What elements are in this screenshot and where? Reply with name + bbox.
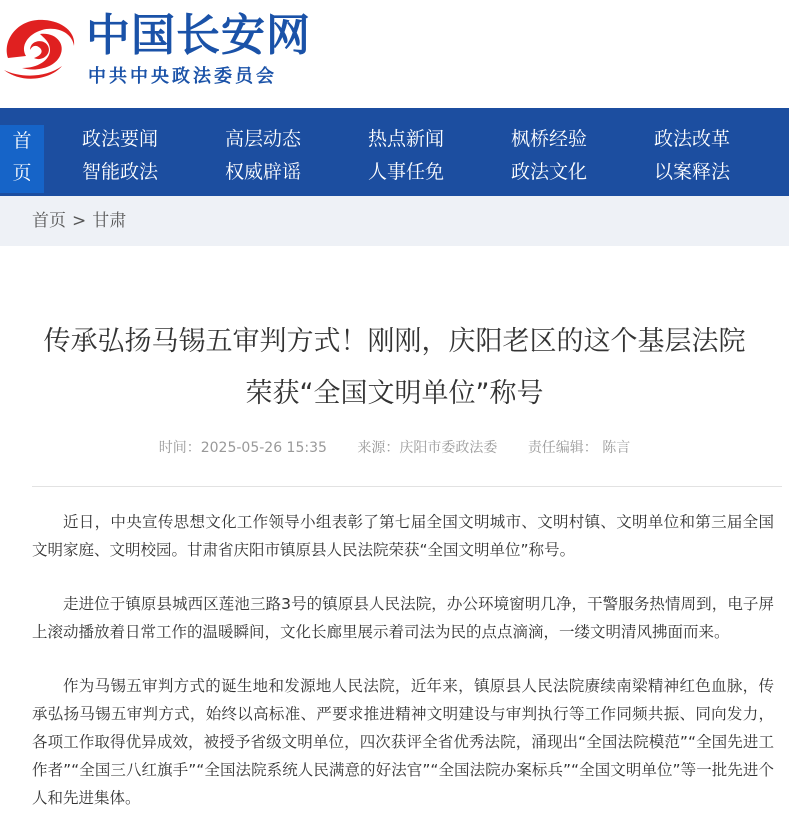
breadcrumb bbox=[32, 209, 126, 233]
article-title-line1: 传承弘扬马锡五审判方式！刚刚，庆阳老区的这个基层法院 bbox=[43, 326, 746, 357]
article-title bbox=[20, 316, 769, 420]
nav-item-law-culture[interactable]: 政法文化 bbox=[511, 161, 588, 183]
breadcrumb-home-link[interactable]: 首页 bbox=[32, 211, 66, 231]
site-header bbox=[0, 0, 789, 108]
breadcrumb-separator: > bbox=[72, 211, 87, 231]
nav-item-politics-news[interactable]: 政法要闻 bbox=[82, 128, 159, 150]
nav-item-personnel[interactable]: 人事任免 bbox=[368, 161, 445, 183]
nav-item-rumor-refute[interactable]: 权威辟谣 bbox=[225, 161, 302, 183]
publish-time: 时间：2025-05-26 15:35 bbox=[158, 440, 327, 456]
article-editor: 责任编辑： 陈言 bbox=[527, 440, 631, 456]
site-subtitle: 中共中央政法委员会 bbox=[88, 66, 277, 87]
meta-divider bbox=[32, 486, 782, 487]
article-meta bbox=[0, 438, 789, 458]
article-paragraph: 走进位于镇原县城西区莲池三路3号的镇原县人民法院，办公环境窗明几净，干警服务热情周到，电子屏上滚动播放着日常工作的温暖瞬间，文化长廊里展示着司法为民的点点滴滴，一缕文明清风拂面而来。 bbox=[32, 595, 774, 641]
article-paragraph: 近日，中央宣传思想文化工作领导小组表彰了第七届全国文明城市、文明村镇、文明单位和第三届全国文明家庭、文明校园。甘肃省庆阳市镇原县人民法院荣获“全国文明单位”称号。 bbox=[32, 513, 774, 559]
swirl-logo-icon[interactable] bbox=[0, 10, 80, 82]
breadcrumb-current-link[interactable]: 甘肃 bbox=[92, 211, 127, 231]
breadcrumb-bar bbox=[0, 196, 789, 246]
nav-item-reform[interactable]: 政法改革 bbox=[654, 128, 731, 150]
nav-home-button[interactable] bbox=[0, 125, 44, 193]
site-name[interactable]: 中国长安网 bbox=[86, 10, 311, 61]
nav-item-case-law[interactable]: 以案释法 bbox=[654, 161, 731, 183]
nav-item-smart-law[interactable]: 智能政法 bbox=[82, 161, 159, 183]
main-nav bbox=[0, 108, 789, 196]
nav-item-leadership[interactable]: 高层动态 bbox=[225, 128, 302, 150]
article-body bbox=[32, 508, 774, 838]
article-title-line2: 荣获“全国文明单位”称号 bbox=[245, 378, 544, 409]
article-source: 来源：庆阳市委政法委 bbox=[357, 440, 498, 456]
nav-item-hot-news[interactable]: 热点新闻 bbox=[368, 128, 445, 150]
nav-home-label-line1: 首 bbox=[12, 130, 32, 152]
nav-home-label-line2: 页 bbox=[12, 162, 32, 184]
article-paragraph: 作为马锡五审判方式的诞生地和发源地人民法院，近年来，镇原县人民法院赓续南梁精神红色血脉，传承弘扬马锡五审判方式，始终以高标准、严要求推进精神文明建设与审判执行等工作同频共振、同向发力，各项工作取得优异成效，被授予省级文明单位，四次获评全省优秀法院，涌现出“全国法院模范”“全国先进工作者”“全国三八红旗手”“全国法院系统人民满意的好法官”“全国法院办案标兵”“全国文明单位”等一批先进个人和先进集体。 bbox=[32, 677, 774, 807]
nav-item-fengqiao[interactable]: 枫桥经验 bbox=[511, 128, 588, 150]
